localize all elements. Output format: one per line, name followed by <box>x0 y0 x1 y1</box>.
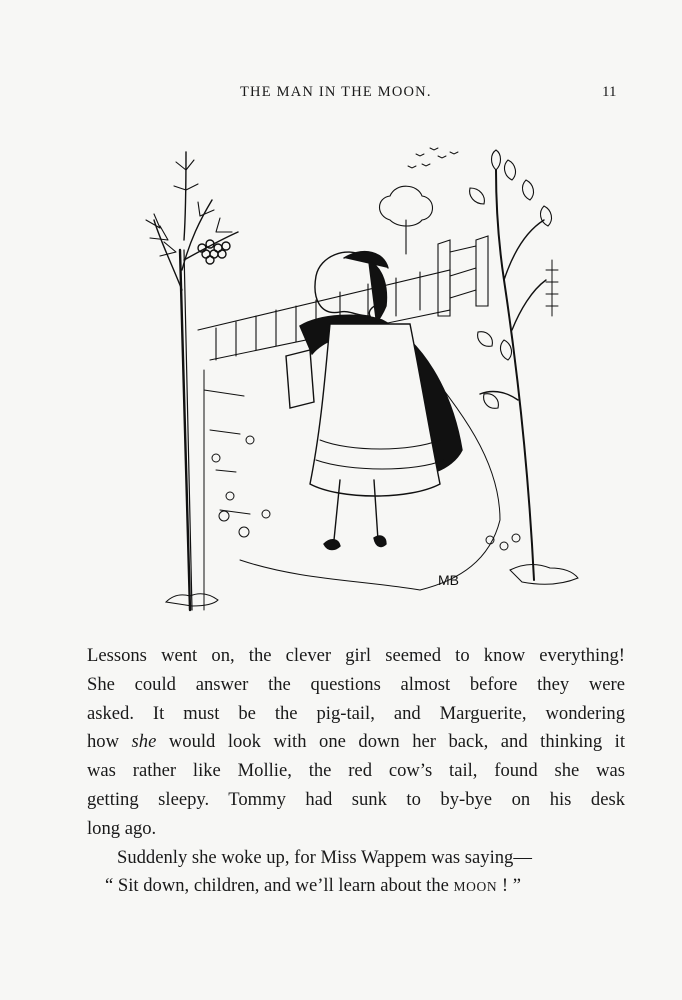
illustration-girl-in-cloak <box>120 140 580 620</box>
text-line-6: getting sleepy. Tommy had sunk to by-bye on his desk <box>87 788 625 810</box>
text-line-9 <box>87 872 625 902</box>
text-line-8: Suddenly she woke up, for Miss Wappem was saying— <box>117 846 532 868</box>
text-line-1: Lessons went on, the clever girl seemed to know everything! <box>87 645 625 666</box>
text-line-7: long ago. <box>87 817 157 839</box>
body-text <box>87 642 625 902</box>
emphasis-she: she <box>131 731 157 753</box>
page-number: 11 <box>602 84 617 100</box>
background-tree-drawing <box>380 186 433 254</box>
right-tree-drawing <box>470 150 578 584</box>
dialogue-start: “ Sit down, children, and we’ll learn about the <box>105 875 454 897</box>
text-line-2: She could answer the questions almost before they were <box>87 673 625 695</box>
left-tree-drawing <box>146 152 238 610</box>
illustration-signature: MB <box>438 572 459 588</box>
text-line-4-end: would look with one down her back, and thinking it <box>156 731 625 753</box>
text-line-4-start: how <box>87 731 132 753</box>
small-caps-moon: MOON <box>453 879 498 895</box>
birds-drawing <box>408 148 458 168</box>
text-line-5: was rather like Mollie, the red cow’s tail, found she was <box>87 760 625 782</box>
text-line-3: asked. It must be the pig-tail, and Marguerite, wondering <box>87 702 625 724</box>
running-head <box>0 84 682 108</box>
text-line-4 <box>87 728 625 757</box>
girl-figure-drawing <box>286 252 462 550</box>
dialogue-end: ! ” <box>497 875 521 897</box>
running-title: THE MAN IN THE MOON. <box>240 84 432 100</box>
